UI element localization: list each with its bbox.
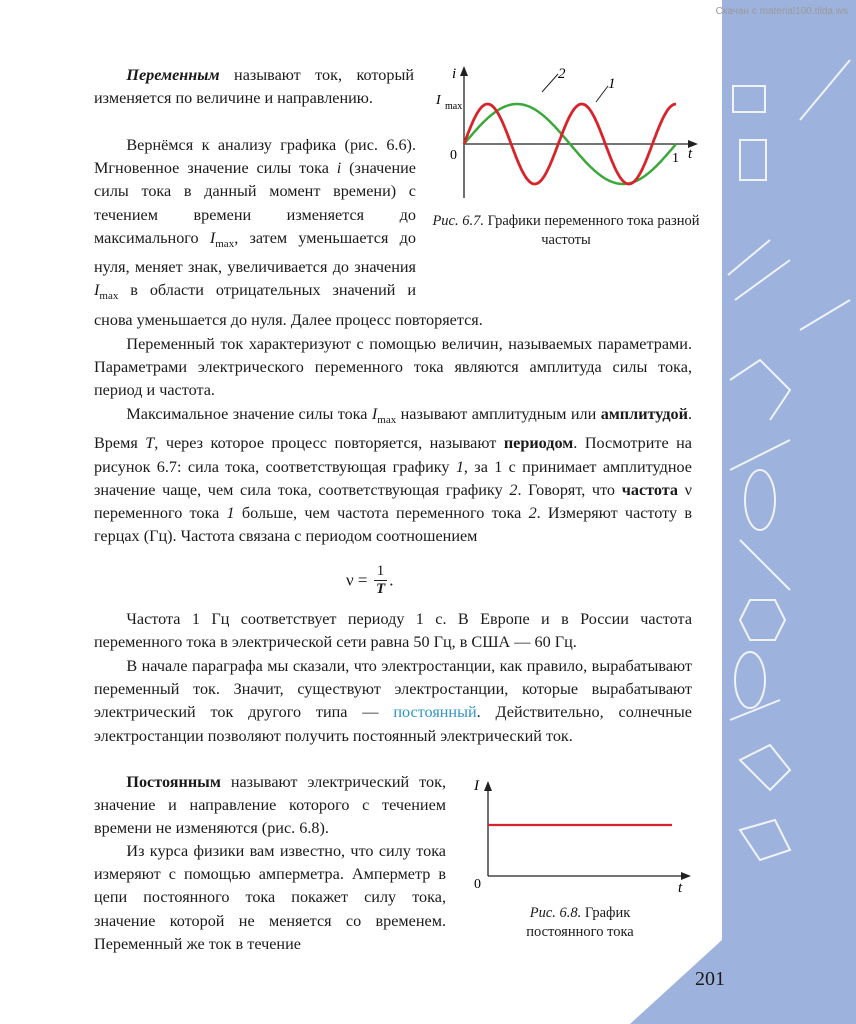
watermark: Скачан с material100.tilda.ws — [715, 6, 848, 17]
symbol-imax: I — [209, 228, 216, 247]
text: . Говорят, что — [517, 480, 622, 499]
text: , затем уменьшается до нуля, меняет знак, увеличивается до значения — [94, 228, 416, 277]
axis-label-t: t — [678, 880, 683, 892]
paragraph-definition-direct — [94, 771, 446, 841]
origin-zero: 0 — [474, 877, 481, 892]
axis-label-I: I — [474, 778, 479, 794]
paragraph-hertz — [94, 608, 692, 654]
text: В начале параграфа мы сказали, что электростанции, как правило, вырабатывают переменный ток. Значит, существуют электростанции, которые вырабатывают электрический ток другого типа — — [94, 657, 692, 722]
figure-6-7 — [430, 62, 700, 198]
axis-label-i: i — [452, 66, 457, 82]
symbol-imax-sub: max — [99, 290, 119, 303]
text: . Измеряют частоту в герцах (Гц). Частота связана с периодом соотношением — [94, 504, 692, 546]
tick-one: 1 — [672, 151, 679, 166]
imax-label: I — [436, 93, 441, 108]
text: . Время — [94, 405, 693, 453]
text: . Посмотрите на рисунок 6.7: сила тока, соответствующая графику — [94, 434, 692, 476]
text: Максимальное значение силы тока — [126, 405, 372, 423]
curve-1-label: 1 — [608, 76, 616, 92]
figure-6-8 — [466, 776, 696, 892]
paragraph-definition-alternating — [94, 64, 414, 110]
symbol-i: i — [336, 159, 342, 178]
caption-text: График постоянного тока — [526, 905, 634, 940]
origin-zero: 0 — [450, 148, 457, 163]
graph-ref: 1 — [455, 457, 464, 476]
symbol-T: T — [145, 434, 155, 453]
paragraph-power-plants — [94, 655, 692, 748]
caption-text: Графики переменного тока разной частоты — [483, 213, 700, 248]
term-frequency: частота — [621, 480, 678, 499]
symbol-imax: I — [371, 405, 378, 423]
text: Частота 1 Гц соответствует периоду 1 с. В Европе и в России частота переменного тока в электрической сети равна 50 Гц, в США — 60 Гц. — [94, 610, 692, 652]
symbol-imax-sub: max — [377, 414, 397, 427]
term-direct: Постоянным — [126, 773, 221, 791]
text: называют электрический ток, значение и направление которого с течением времени не изменяются (рис. 6.8). — [94, 773, 446, 838]
text: . Действительно, солнечные электростанции позволяют получить постоянный электрический ток. — [94, 703, 692, 745]
imax-sub: max — [445, 101, 463, 112]
graph-ref: 2 — [509, 480, 518, 499]
symbol-imax-sub: max — [215, 238, 235, 251]
text: Переменный ток характеризуют с помощью величин, называемых параметрами. Параметрами электрического переменного тока являются амплитуда силы тока, период и частота. — [94, 335, 692, 400]
graph-ref: 2 — [528, 504, 537, 523]
formula-denominator: T — [375, 581, 386, 597]
formula-numerator: 1 — [374, 563, 388, 581]
figure-6-8-caption — [498, 904, 662, 942]
page-number: 201 — [695, 968, 725, 990]
term-alternating: Переменным — [126, 66, 220, 84]
curve-2-label: 2 — [558, 66, 566, 82]
symbol-imax: I — [94, 281, 100, 300]
term-period: периодом — [503, 434, 574, 453]
formula-tail: . — [389, 570, 394, 590]
formula-frequency — [346, 563, 394, 598]
axis-label-t: t — [688, 146, 693, 162]
text: , через которое процесс повторяется, называют — [154, 434, 504, 453]
text: называют ток, который изменяется по величине и направлению. — [94, 66, 414, 108]
link-direct-current[interactable]: постоянный — [393, 703, 477, 722]
figure-6-7-caption — [432, 212, 700, 250]
text: называют амплитудным или — [396, 405, 601, 423]
text: ν переменного тока — [94, 480, 692, 523]
text: в области отрицательных значений и снова уменьшается до нуля. Далее процесс повторяется. — [94, 281, 483, 329]
graph-ref: 1 — [226, 504, 235, 523]
paragraph-ammeter — [94, 840, 446, 956]
text: больше, чем частота переменного тока — [234, 504, 529, 523]
text: Из курса физики вам известно, что силу тока измеряют с помощью амперметра. Амперметр в цепи постоянного тока покажет силу тока, значение которой не меняется со временем. Переменный же ток в течение — [94, 842, 446, 953]
text: Вернёмся к анализу графика (рис. 6.6). Мгновенное значение силы тока — [94, 136, 416, 178]
formula-lhs: ν = — [346, 570, 368, 590]
text: , за 1 с принимает амплитудное значение чаще, чем сила тока, соответствующая графику — [94, 457, 692, 499]
term-amplitude: амплитудой — [600, 405, 688, 423]
caption-label: Рис. 6.7. — [432, 213, 484, 229]
paragraph-parameters — [94, 333, 692, 403]
text: (значение силы тока в данный момент времени) с течением времени изменяется до максимального — [94, 159, 416, 247]
caption-label: Рис. 6.8. — [529, 905, 582, 921]
paragraph-amplitude-period — [94, 403, 692, 548]
